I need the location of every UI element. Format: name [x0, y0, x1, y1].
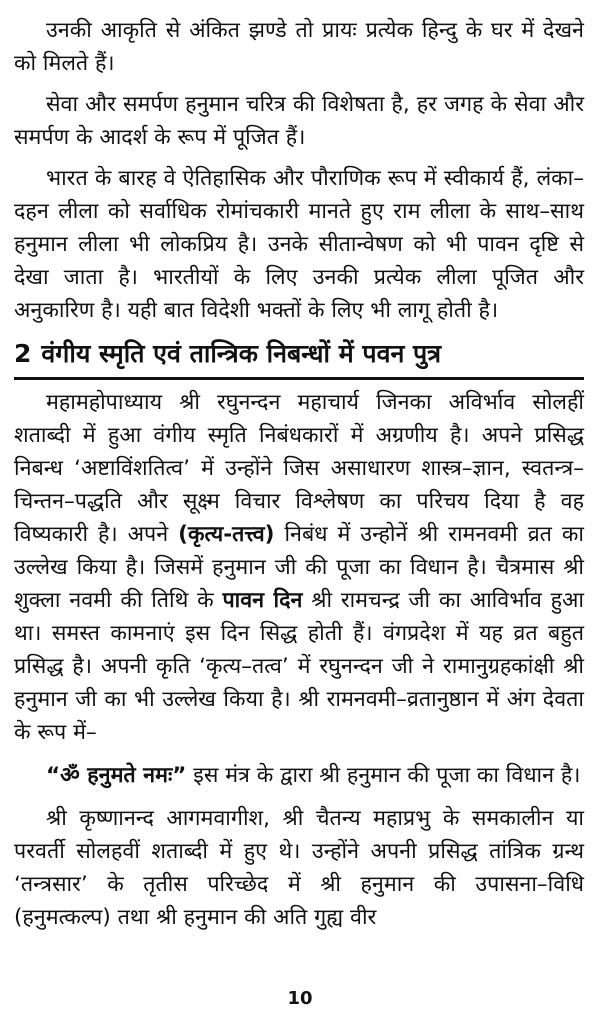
- section-title: वंगीय स्मृति एवं तान्त्रिक निबन्धों में पवन पुत्र: [41, 339, 442, 368]
- paragraph-mantra: [14, 759, 584, 792]
- page-number: 10: [287, 988, 313, 1009]
- section-number: 2: [14, 339, 32, 368]
- paragraph-flags: उनकी आकृति से अंकित झण्डे तो प्रायः प्रत्येक हिन्दु के घर में देखने को मिलते हैं।: [14, 18, 584, 76]
- paragraph-raghunandan: [14, 386, 584, 749]
- paragraph-raghunandan-text-1: महामहोपाध्याय श्री रघुनन्दन महाचार्य जिनका अविर्भाव सोलहीं शताब्दी में हुआ वंगीय स्मृति निबंधकारों में अग्रणीय है। अपने प्रसिद्ध निबन्ध ‘अष्टाविंशतित्व’ में उन्होंने जिस असाधारण शास्त्र–ज्ञान, स्वतन्त्र–चिन्तन–पद्धति और सूक्ष्म विचार विश्लेषण का परिचय दिया है वह विष्यकारी है। अपने: [14, 390, 584, 547]
- pavan-din-bold: पावन दिन: [222, 588, 303, 613]
- paragraph-lila: भारत के बारह वे ऐतिहासिक और पौराणिक रूप में स्वीकार्य हैं, लंका–दहन लीला को सर्वाधिक रोमांचकारी मानते हुए राम लीला के साथ–साथ हनुमान लीला भी लोकप्रिय है। उनके सीतान्वेषण को भी पावन दृष्टि से देखा जाता है। भारतीयों के लिए उनकी प्रत्येक लीला पूजित और अनुकारिण है। यही बात विदेशी भक्तों के लिए भी लागू होती है।: [14, 166, 584, 323]
- paragraph-raghunandan-text-2: निबंध में उन्होनें श्री रामनवमी व्रत का उल्लेख किया है। जिसमें हनुमान जी की पूजा का विधान है। चैत्रमास श्री शुक्ला नवमी की तिथि के: [14, 522, 584, 613]
- section-heading: [14, 337, 584, 380]
- paragraph-krishnanand: श्री कृष्णानन्द आगमवागीश, श्री चैतन्य महाप्रभु के समकालीन या परवर्ती सोलहवीं शताब्दी में हुए थे। उन्होंने अपनी प्रसिद्ध तांत्रिक ग्रन्थ ‘तन्त्रसार’ के तृतीस परिच्छेद में श्री हनुमान की उपासना–विधि (हनुमत्कल्प) तथा श्री हनुमान की अति गुह्य वीर: [14, 806, 584, 930]
- kritya-tattva-bold: (कृत्य-तत्त्व): [178, 522, 275, 547]
- mantra-bold: “ॐ हनुमते नमः”: [46, 763, 187, 788]
- paragraph-raghunandan-text-3: श्री रामचन्द्र जी का आविर्भाव हुआ था। समस्त कामनाएं इस दिन सिद्ध होती हैं। वंगप्रदेश में यह व्रत बहुत प्रसिद्ध है। अपनी कृति ‘कृत्य–तत्व’ में रघुनन्दन जी ने रामानुग्रहकांक्षी श्री हनुमान जी का भी उल्लेख किया है। श्री रामनवमी–व्रतानुष्ठान में अंग देवता के रूप में–: [14, 588, 585, 745]
- paragraph-mantra-text: इस मंत्र के द्वारा श्री हनुमान की पूजा का विधान है।: [186, 763, 581, 788]
- paragraph-service: सेवा और समर्पण हनुमान चरित्र की विशेषता है, हर जगह के सेवा और समर्पण के आदर्श के रूप में पूजित हैं।: [14, 92, 584, 150]
